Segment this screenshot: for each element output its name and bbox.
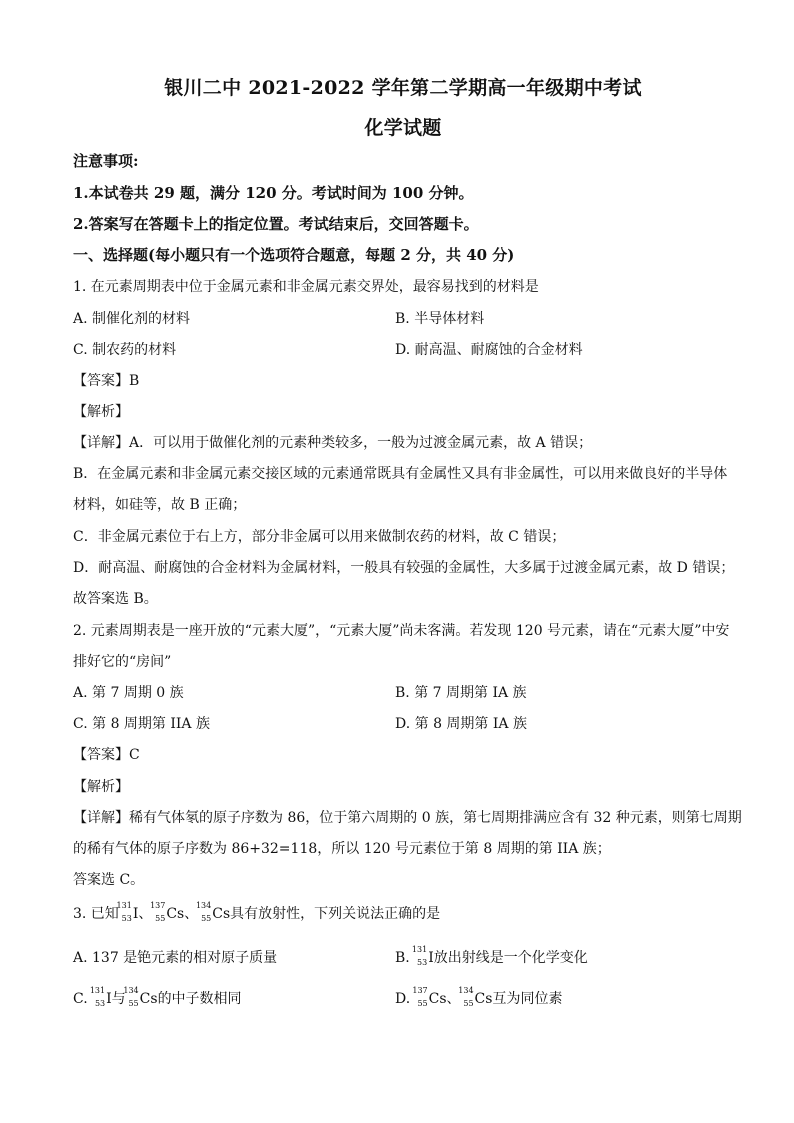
q1-answer: 【答案】B: [73, 373, 140, 389]
isotope-cs134: 134 55: [123, 986, 139, 1008]
exam-title: 银川二中 2021-2022 学年第二学期高一年级期中考试: [164, 77, 642, 99]
q1-detail-4: C．非金属元素位于右上方，部分非金属可以用来做制农药的材料，故 C 错误；: [73, 529, 566, 545]
isotope-cs137: 137 55: [412, 986, 428, 1008]
q3-option-c: C. 131 53 I与 134 55 Cs的中子数相同: [73, 986, 242, 1008]
q1-option-c: C. 制农药的材料: [73, 342, 177, 358]
notes-item-1: 1.本试卷共 29 题，满分 120 分。考试时间为 100 分钟。: [73, 184, 474, 202]
isotope-cs134: 134 55: [458, 986, 474, 1008]
q2-answer: 【答案】C: [73, 747, 140, 763]
q2-detail-3: 答案选 C。: [73, 872, 145, 888]
q1-detail-6: 故答案选 B。: [73, 591, 158, 607]
q3-stem: 3. 已知 131 53 I、 137 55 Cs、 134 55 Cs具有放射性，下列关说法正确的是: [73, 901, 441, 923]
q3-option-a: A. 137 是铯元素的相对原子质量: [73, 950, 278, 966]
notes-heading: 注意事项:: [73, 152, 139, 170]
q3-stem-suffix: 具有放射性，下列关说法正确的是: [230, 906, 441, 922]
q2-stem-line-1: 2. 元素周期表是一座开放的“元素大厦”，“元素大厦”尚未客满。若发现 120 号元素，请在“元素大厦”中安: [73, 623, 730, 639]
q3-stem-prefix: 3. 已知: [73, 906, 119, 922]
q2-option-b: B. 第 7 周期第 IA 族: [395, 685, 527, 701]
q1-stem: 1. 在元素周期表中位于金属元素和非金属元素交界处，最容易找到的材料是: [73, 279, 539, 295]
notes-item-2: 2.答案写在答题卡上的指定位置。考试结束后，交回答题卡。: [73, 215, 479, 233]
isotope-i131: 131 53: [116, 901, 132, 923]
isotope-cs134: 134 55: [195, 901, 212, 923]
isotope-i131: 131 53: [89, 986, 106, 1008]
isotope-i131: 131 53: [411, 945, 428, 967]
isotope-cs137: 137 55: [150, 901, 166, 923]
q2-analysis-label: 【解析】: [73, 779, 129, 795]
q2-stem-line-2: 排好它的“房间”: [73, 654, 172, 670]
q1-option-d: D. 耐高温、耐腐蚀的合金材料: [395, 342, 583, 358]
q2-option-d: D. 第 8 周期第 IA 族: [395, 716, 527, 732]
q1-detail-5: D．耐高温、耐腐蚀的合金材料为金属材料，一般具有较强的金属性，大多属于过渡金属元素，故 D 错误；: [73, 560, 735, 576]
q1-detail-3: 材料，如硅等，故 B 正确；: [73, 497, 247, 513]
q2-option-c: C. 第 8 周期第 IIA 族: [73, 716, 210, 732]
q1-detail-2: B．在金属元素和非金属元素交接区域的元素通常既具有金属性又具有非金属性，可以用来做良好的半导体: [73, 466, 728, 482]
q1-option-a: A. 制催化剂的材料: [73, 311, 191, 327]
q2-detail-2: 的稀有气体的原子序数为 86+32=118，所以 120 号元素位于第 8 周期的第 IIA 族；: [73, 841, 611, 857]
q3-option-d: D. 137 55 Cs、 134 55 Cs互为同位素: [395, 986, 563, 1008]
section-heading: 一、选择题(每小题只有一个选项符合题意，每题 2 分，共 40 分): [73, 246, 515, 264]
q3-option-b: B. 131 53 I放出射线是一个化学变化: [395, 945, 588, 967]
exam-subtitle: 化学试题: [364, 117, 442, 139]
q2-option-a: A. 第 7 周期 0 族: [73, 685, 184, 701]
q2-detail-1: 【详解】稀有气体氡的原子序数为 86，位于第六周期的 0 族，第七周期排满应含有 32 种元素，则第七周期: [73, 810, 742, 826]
q1-detail-1: 【详解】A．可以用于做催化剂的元素种类较多，一般为过渡金属元素，故 A 错误；: [73, 435, 593, 451]
q1-analysis-label: 【解析】: [73, 404, 129, 420]
q1-option-b: B. 半导体材料: [395, 311, 485, 327]
